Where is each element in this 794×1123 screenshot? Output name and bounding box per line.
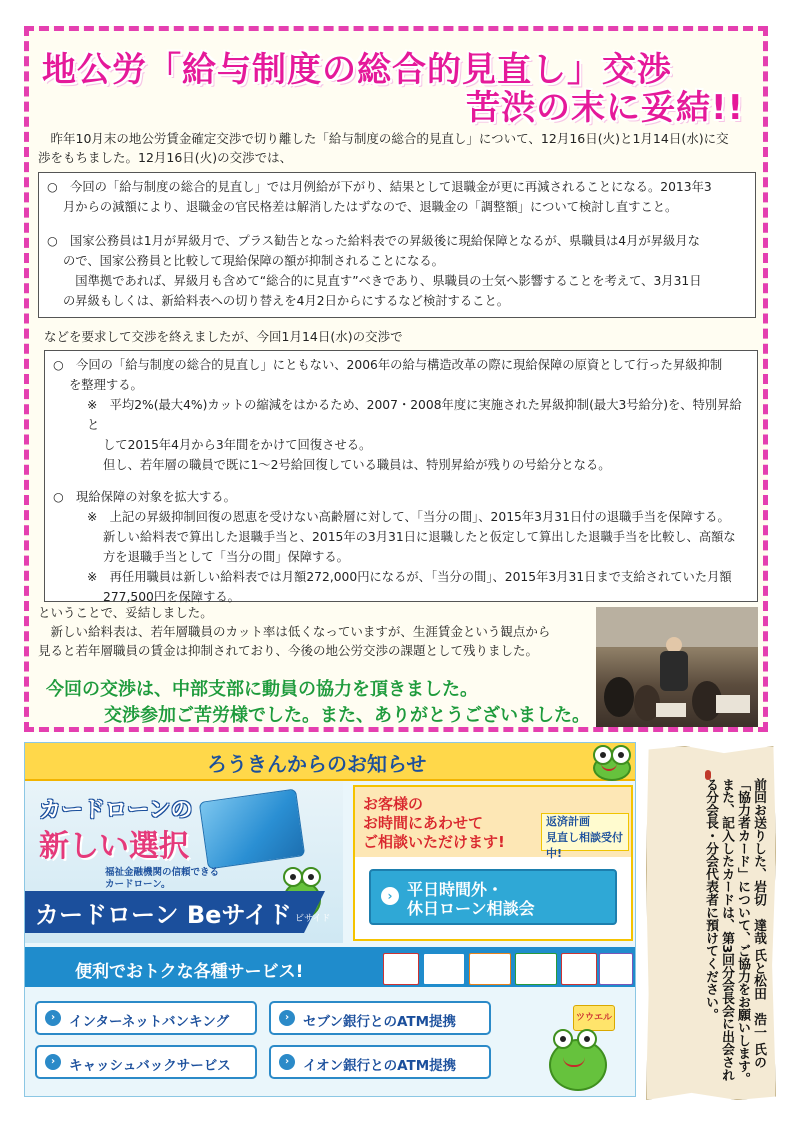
card-loan-panel[interactable] xyxy=(25,781,343,943)
demand-2-line1: ○ 国家公務員は1月が昇級月で、プラス勧告となった給料表での昇級後に現給保障となるが、県職員は4月が昇級月な xyxy=(47,234,700,248)
demand-1-line2: 月からの減額により、退職金の官民格差は解消したはずなので、退職金の「調整額」について検討し直すこと。 xyxy=(63,200,678,214)
consult-message xyxy=(363,795,505,852)
thanks-line1: 今回の交渉は、中部支部に動員の協力を頂きました。 xyxy=(46,679,478,700)
demands-box xyxy=(38,172,756,318)
cashback-label: キャッシュバックサービス xyxy=(69,1058,231,1074)
consult-panel[interactable] xyxy=(353,785,633,941)
repayment-note-line1: 返済計画 xyxy=(546,815,590,828)
headline-line1: 地公労「給与制度の総合的見直し」交渉 xyxy=(42,50,672,90)
card-loan-tagline xyxy=(105,867,219,891)
agreement-b-note4: ※ 再任用職員は新しい給料表では月額272,000円になるが、「当分の間」、2015年3月31日まで支給されていた月額 xyxy=(87,570,732,584)
card-loan-heading: カードローンの xyxy=(39,798,193,823)
agreement-b-note3: 方を退職手当として「当分の間」保障する。 xyxy=(103,550,349,564)
services-title: 便利でおトクな各種サービス! xyxy=(75,962,304,982)
seven-bank-atm-label: セブン銀行とのATM提携 xyxy=(303,1014,457,1030)
aeon-bank-atm-button[interactable] xyxy=(269,1045,491,1079)
frog-mascot-icon xyxy=(591,745,631,779)
arrow-right-icon: › xyxy=(381,887,399,905)
aeon-bank-atm-label: イオン銀行とのATM提携 xyxy=(303,1058,457,1074)
demand-1-line1: ○ 今回の「給与制度の総合的見直し」では月例給が下がり、結果として退職金が更に再減されることになる。2013年3 xyxy=(47,180,712,194)
agreement-a-line1: ○ 今回の「給与制度の総合的見直し」にともない、2006年の給与構造改革の際に現給保障の原資として行った昇級抑制 xyxy=(53,358,723,372)
closing-line3: 見ると若年層職員の賃金は抑制されており、今後の地公労交渉の課題として残りました。 xyxy=(38,643,539,658)
store-icon xyxy=(599,953,633,985)
cooperator-card-text: 前回お送りした、岩切 達哉 氏と松田 浩一 氏の「協力者カード」について、ご協力をお願いします。また、記入したカードは、第3回分会長会に出会される分会長・分会代表者に預けてください。 xyxy=(703,778,766,1086)
consult-line2: お時間にあわせて xyxy=(363,814,484,832)
internet-banking-label: インターネットバンキング xyxy=(69,1014,230,1030)
agreement-a-note2: して2015年4月から3年間をかけて回復させる。 xyxy=(103,438,372,452)
store-icon xyxy=(423,953,465,985)
negotiation-photo xyxy=(596,607,758,727)
intro-line1: 昨年10月末の地公労賃金確定交渉で切り離した「給与制度の総合的見直し」について、12月16日(火)と1月14日(水)に交 xyxy=(38,131,729,146)
agreement-b-line1: ○ 現給保障の対象を拡大する。 xyxy=(53,490,236,504)
seven-bank-atm-button[interactable] xyxy=(269,1001,491,1035)
closing-paragraph xyxy=(38,603,598,660)
agreement-a-note3: 但し、若年層の職員で既に1〜2号給回復している職員は、特別昇給が残りの号給分となる。 xyxy=(103,458,611,472)
agreement-b-note2: 新しい給料表で算出した退職手当と、2015年の3月31日に退職したと仮定して算出した退職手当を比較し、高額な xyxy=(103,530,736,544)
agreement-box xyxy=(44,350,758,602)
mid-text: などを要求して交渉を終えましたが、今回1月14日(水)の交渉で xyxy=(44,329,403,344)
consult-line1: お客様の xyxy=(363,795,424,813)
holiday-consult-button[interactable] xyxy=(369,869,617,925)
ad-header-title: ろうきんからのお知らせ xyxy=(207,752,427,776)
frog-sign: ツウエル xyxy=(573,1005,615,1031)
rokin-ad[interactable] xyxy=(24,742,636,1097)
arrow-right-icon: › xyxy=(45,1010,61,1026)
store-icon xyxy=(561,953,597,985)
demand-2-line2: ので、国家公務員と比較して現給保障の額が抑制されることになる。 xyxy=(63,254,444,268)
arrow-right-icon: › xyxy=(279,1054,295,1070)
holiday-line1: 平日時間外・ xyxy=(407,880,504,899)
frog-card-holder-icon xyxy=(545,1005,615,1091)
repayment-note xyxy=(541,813,629,860)
arrow-right-icon: › xyxy=(45,1054,61,1070)
intro-line2: 渉をもちました。12月16日(火)の交渉では、 xyxy=(38,150,293,165)
holiday-consult-label xyxy=(407,880,535,918)
store-icon xyxy=(515,953,557,985)
holiday-line2: 休日ローン相談会 xyxy=(407,899,535,918)
card-tagline-1: 福祉金融機関の信頼できる xyxy=(105,867,220,878)
demand-2-line4: の昇級もしくは、新給料表への切り替えを4月2日からにするなど検討すること。 xyxy=(63,294,510,308)
headline-line2: 苦渋の末に妥結!! xyxy=(466,88,745,128)
be-side-small: ビサイド xyxy=(295,914,331,924)
thanks-line2: 交渉参加ご苦労様でした。また、ありがとうございました。 xyxy=(104,705,590,726)
closing-line2: 新しい給料表は、若年層職員のカット率は低くなっていますが、生涯賃金という観点から xyxy=(38,624,551,639)
agreement-a-line2: を整理する。 xyxy=(69,378,143,392)
closing-line1: ということで、妥結しました。 xyxy=(38,605,213,620)
card-tagline-2: カードローン。 xyxy=(105,879,171,890)
intro-paragraph xyxy=(38,129,762,167)
internet-banking-button[interactable] xyxy=(35,1001,257,1035)
be-side-brand: カードローン Beサイド xyxy=(35,901,292,929)
arrow-right-icon: › xyxy=(279,1010,295,1026)
cashback-button[interactable] xyxy=(35,1045,257,1079)
agreement-b-note1: ※ 上記の昇級抑制回復の恩恵を受けない高齢層に対して、「当分の間」、2015年3月31日付の退職手当を保障する。 xyxy=(87,510,730,524)
demand-2-line3: 国準拠であれば、昇級月も含めて“総合的に見直す”べきであり、県職員の士気へ影響することを考えて、3月31日 xyxy=(63,274,702,288)
store-icon xyxy=(469,953,511,985)
repayment-note-line2: 見直し相談受付中! xyxy=(546,831,623,860)
agreement-b-note5: 277,500円を保障する。 xyxy=(103,590,240,604)
consult-line3: ご相談いただけます! xyxy=(363,833,505,851)
agreement-a-note1: ※ 平均2%(最大4%)カットの縮減をはかるため、2007・2008年度に実施された昇級抑制(最大3号給分)を、特別昇給と xyxy=(87,398,742,432)
store-icon xyxy=(383,953,419,985)
card-loan-subheading: 新しい選択 xyxy=(39,829,189,864)
card-image xyxy=(199,789,306,870)
